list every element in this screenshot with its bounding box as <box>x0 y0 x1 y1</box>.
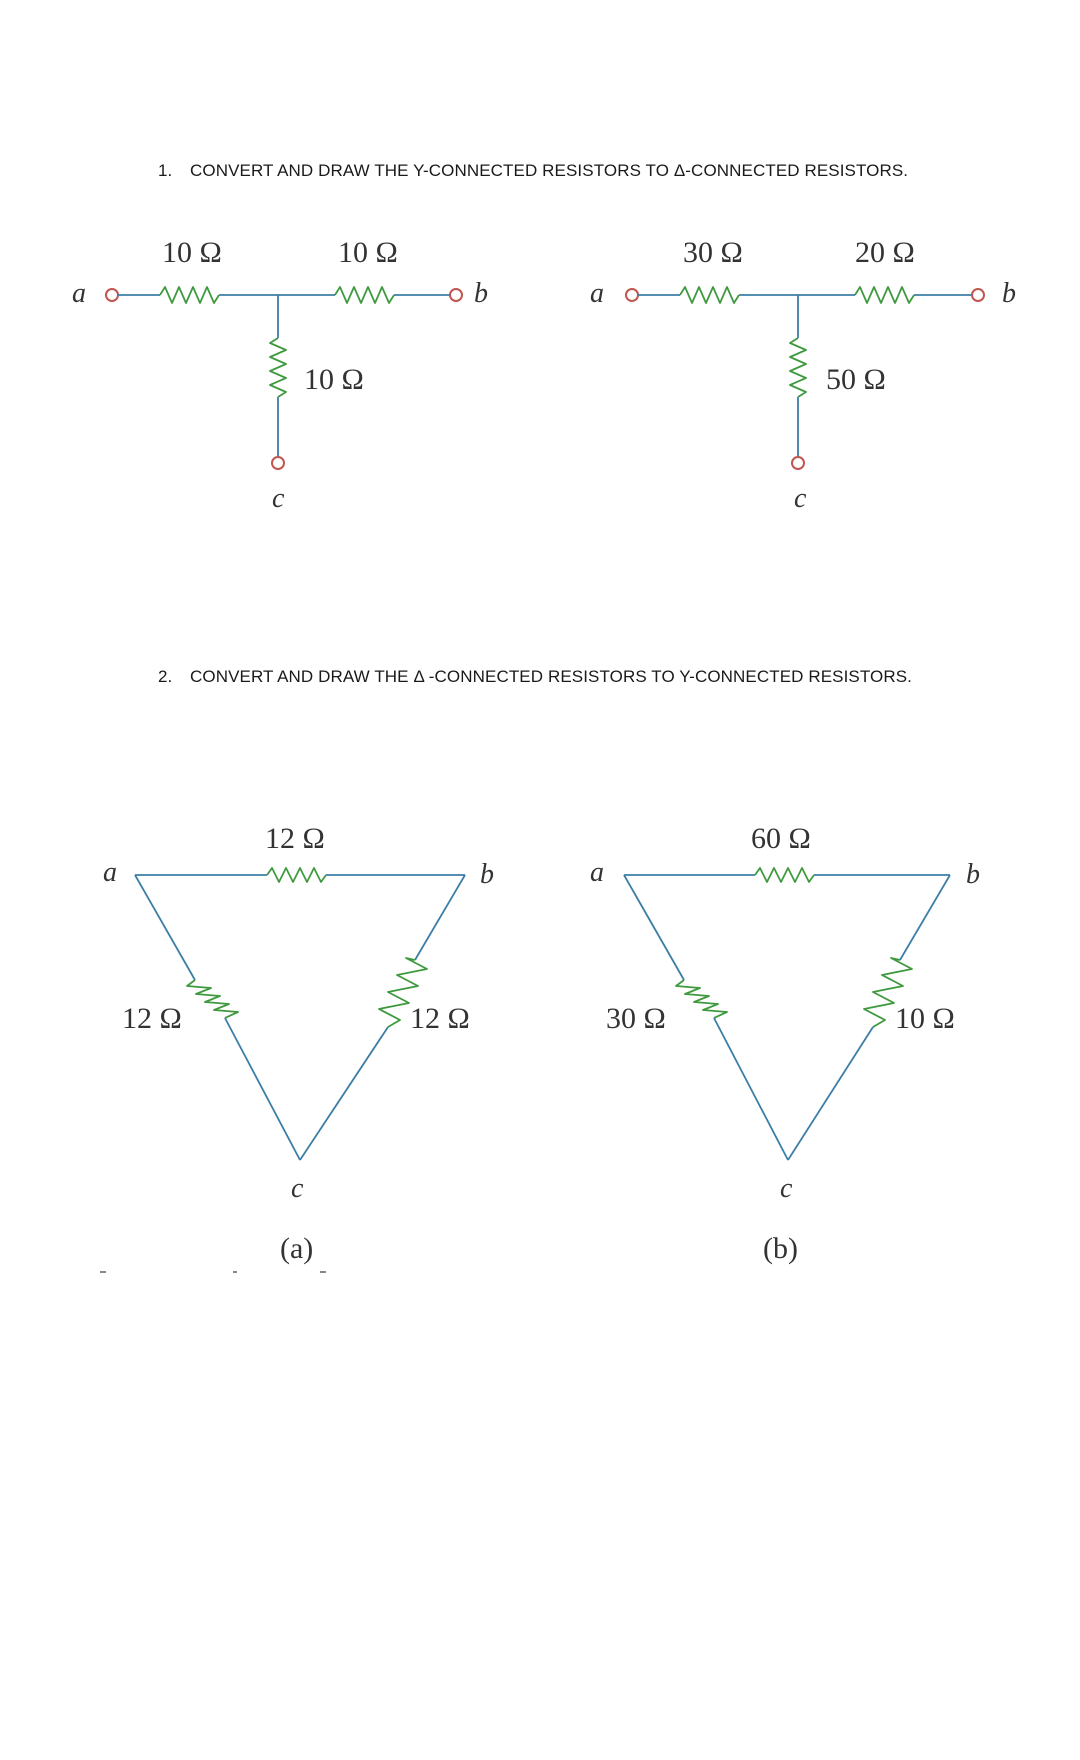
delta-circuit-b <box>590 822 980 1265</box>
delta-circuit-a <box>103 822 494 1265</box>
figure-caption: (b) <box>763 1232 798 1265</box>
question-2-text: CONVERT AND DRAW THE Δ -CONNECTED RESISTORS TO Y-CONNECTED RESISTORS. <box>190 667 912 686</box>
question-1-text: CONVERT AND DRAW THE Y-CONNECTED RESISTORS TO Δ-CONNECTED RESISTORS. <box>190 161 909 180</box>
resistor-label: 10 Ω <box>162 236 222 269</box>
node-label: a <box>590 278 604 309</box>
resistor <box>855 287 914 303</box>
resistor <box>267 868 326 882</box>
resistor-label: 12 Ω <box>265 822 325 855</box>
terminal-c <box>272 457 284 469</box>
resistor-label: 10 Ω <box>895 1002 955 1035</box>
resistor-label: 30 Ω <box>683 236 743 269</box>
node-label: a <box>72 278 86 309</box>
wire <box>788 1027 873 1160</box>
node-label: c <box>291 1173 304 1204</box>
node-label: c <box>794 483 807 514</box>
wire <box>135 875 195 980</box>
terminal-a <box>106 289 118 301</box>
resistor <box>755 868 814 882</box>
wire <box>900 875 950 960</box>
wire <box>714 1018 788 1160</box>
node-label: a <box>103 857 117 888</box>
resistor <box>680 287 739 303</box>
node-label: a <box>590 857 604 888</box>
node-label: b <box>474 278 488 309</box>
node-label: c <box>780 1173 793 1204</box>
wire <box>225 1018 300 1160</box>
resistor-label: 12 Ω <box>122 1002 182 1035</box>
terminal-c <box>792 457 804 469</box>
resistor-label: 10 Ω <box>338 236 398 269</box>
node-label: c <box>272 483 285 514</box>
terminal-b <box>972 289 984 301</box>
wye-circuit-left <box>72 236 488 514</box>
resistor <box>187 980 238 1018</box>
terminal-b <box>450 289 462 301</box>
question-2-number: 2. <box>158 667 173 686</box>
resistor <box>335 287 394 303</box>
figure-caption: (a) <box>280 1232 314 1265</box>
node-label: b <box>966 859 980 890</box>
node-label: b <box>1002 278 1016 309</box>
wire <box>300 1027 388 1160</box>
resistor-label: 12 Ω <box>410 1002 470 1035</box>
question-1-number: 1. <box>158 161 173 180</box>
resistor-label: 10 Ω <box>304 363 364 396</box>
wye-circuit-right <box>590 236 1016 514</box>
terminal-a <box>626 289 638 301</box>
wire <box>415 875 465 960</box>
resistor-label: 60 Ω <box>751 822 811 855</box>
resistor <box>676 980 727 1018</box>
resistor <box>160 287 219 303</box>
resistor-label: 20 Ω <box>855 236 915 269</box>
resistor <box>790 338 806 397</box>
wire <box>624 875 684 980</box>
resistor-label: 50 Ω <box>826 363 886 396</box>
node-label: b <box>480 859 494 890</box>
resistor <box>270 338 286 397</box>
resistor-label: 30 Ω <box>606 1002 666 1035</box>
